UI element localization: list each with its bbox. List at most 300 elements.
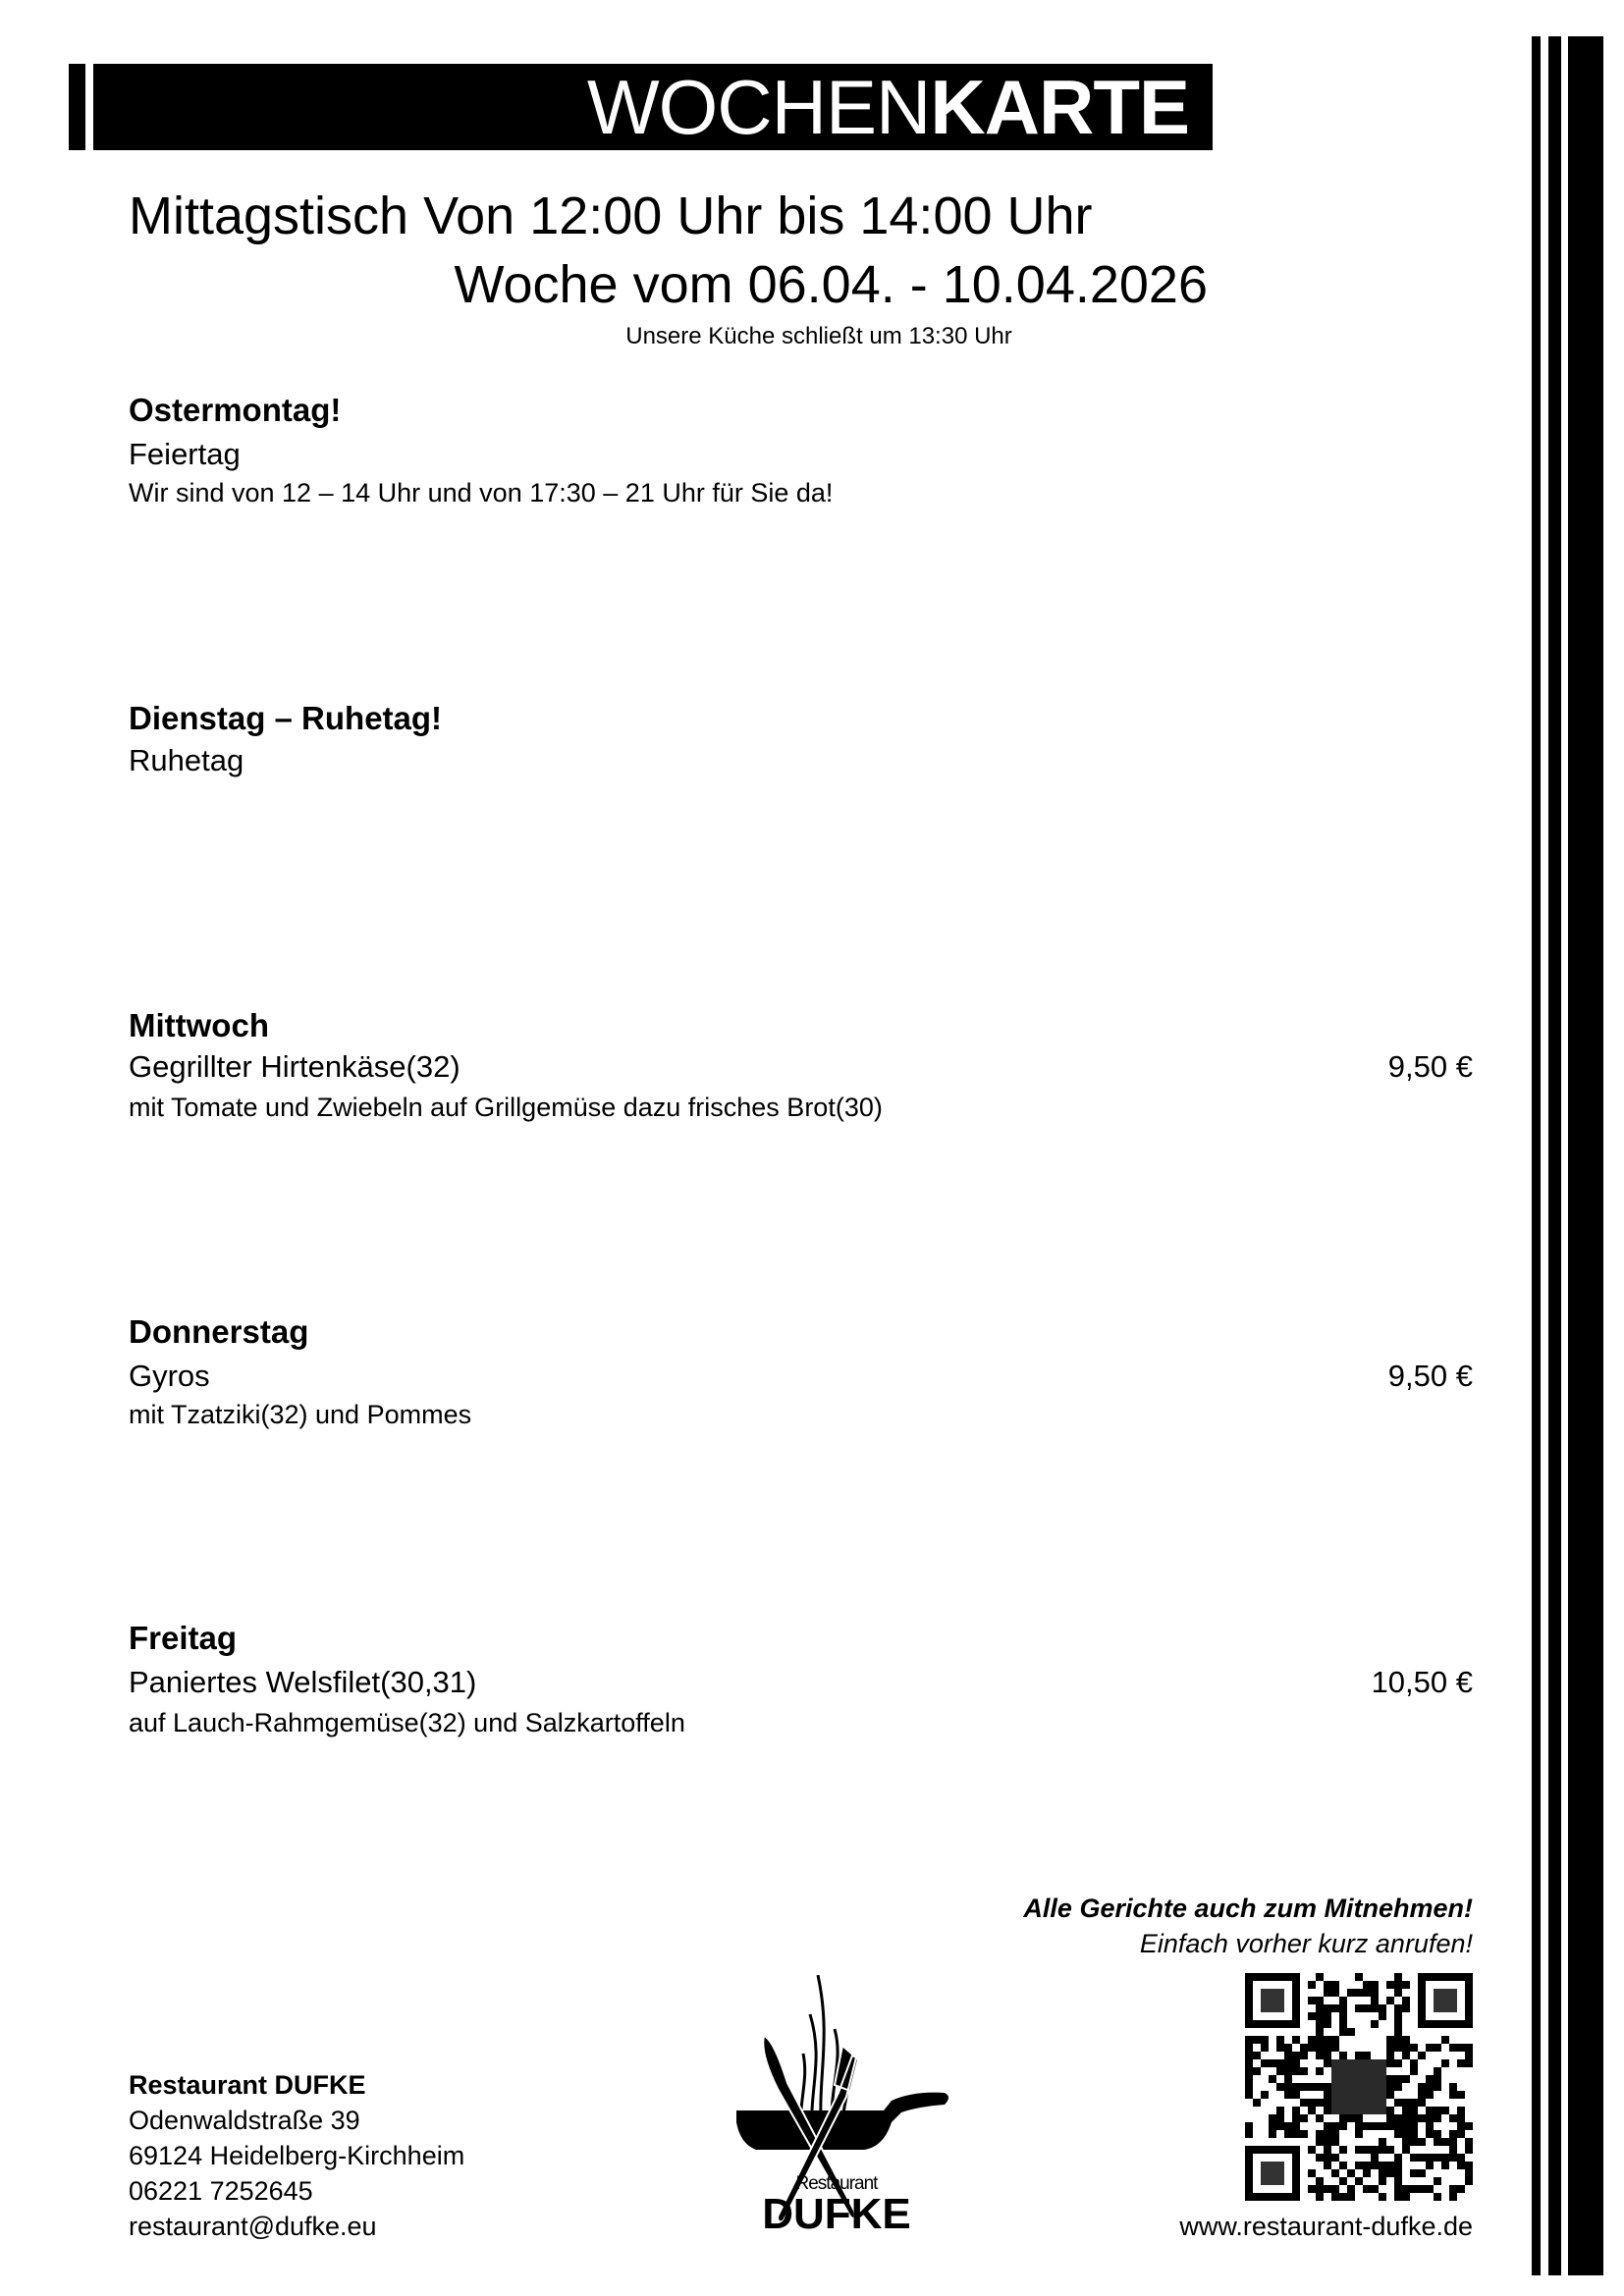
qr-module [1418, 2138, 1426, 2146]
qr-module [1426, 2162, 1434, 2169]
qr-module [1276, 2107, 1284, 2114]
right-stripe-1 [1532, 36, 1541, 2275]
qr-module [1308, 1981, 1316, 1989]
qr-module [1284, 2067, 1292, 2075]
qr-module [1331, 2036, 1339, 2044]
qr-module [1386, 2091, 1394, 2099]
qr-module [1402, 2075, 1410, 2083]
qr-module [1434, 2114, 1441, 2122]
qr-module [1434, 2044, 1441, 2052]
qr-module [1402, 2185, 1410, 2193]
qr-module [1434, 2138, 1441, 2146]
qr-module [1394, 2177, 1402, 2185]
qr-module [1245, 2122, 1253, 2130]
qr-module [1355, 2122, 1363, 2130]
qr-module [1300, 2083, 1308, 2091]
qr-module [1457, 2091, 1465, 2099]
qr-module [1300, 2130, 1308, 2138]
qr-module [1347, 2169, 1355, 2177]
qr-module [1269, 2130, 1276, 2138]
qr-module [1410, 2122, 1418, 2130]
qr-module [1261, 2044, 1269, 2052]
qr-module [1331, 2004, 1339, 2012]
qr-module [1284, 2130, 1292, 2138]
qr-module [1457, 2185, 1465, 2193]
qr-module [1394, 2028, 1402, 2036]
qr-module [1449, 2083, 1457, 2091]
contact-city: 69124 Heidelberg-Kirchheim [129, 2141, 465, 2170]
qr-module [1379, 2177, 1386, 2185]
qr-module [1410, 2067, 1418, 2075]
qr-module [1402, 2004, 1410, 2012]
qr-module [1434, 2130, 1441, 2138]
restaurant-logo [717, 1975, 957, 2235]
qr-module [1331, 2185, 1339, 2193]
qr-module [1292, 2122, 1300, 2130]
qr-module [1339, 2146, 1347, 2154]
dish-desc: auf Lauch-Rahmgemüse(32) und Salzkartoffeln [129, 1708, 685, 1737]
qr-module [1339, 2177, 1347, 2185]
qr-module [1245, 2059, 1253, 2067]
qr-module [1410, 2130, 1418, 2138]
qr-module [1324, 2004, 1331, 2012]
qr-module [1355, 2130, 1363, 2138]
qr-module [1300, 2052, 1308, 2059]
qr-module [1371, 2004, 1379, 2012]
qr-module [1316, 2028, 1324, 2036]
qr-module [1276, 2122, 1284, 2130]
qr-module [1276, 2059, 1284, 2067]
qr-module [1371, 1981, 1379, 1989]
logo-text-restaurant: Restaurant [795, 2173, 878, 2194]
qr-module [1339, 2028, 1347, 2036]
qr-module [1316, 2004, 1324, 2012]
dish-name: Paniertes Welsfilet(30,31) [129, 1665, 477, 1699]
qr-module [1379, 2122, 1386, 2130]
dish-desc: mit Tzatziki(32) und Pommes [129, 1400, 472, 1429]
qr-module [1363, 2185, 1371, 2193]
qr-module [1426, 2107, 1434, 2114]
qr-module [1434, 2177, 1441, 2185]
qr-module [1394, 2004, 1402, 2012]
qr-module [1418, 2154, 1426, 2162]
qr-module [1316, 1973, 1324, 1981]
qr-module [1449, 2193, 1457, 2201]
qr-finder-center [1261, 1989, 1284, 2012]
qr-module [1449, 2091, 1457, 2099]
qr-module [1269, 2114, 1276, 2122]
qr-module [1253, 2052, 1261, 2059]
qr-module [1245, 2067, 1253, 2075]
qr-module [1308, 2044, 1316, 2052]
qr-module [1379, 2012, 1386, 2020]
qr-module [1394, 2122, 1402, 2130]
qr-module [1402, 2036, 1410, 2044]
qr-module [1386, 2122, 1394, 2130]
qr-module [1457, 2122, 1465, 2130]
qr-module [1394, 2044, 1402, 2052]
qr-module [1394, 2059, 1402, 2067]
qr-module [1386, 2036, 1394, 2044]
qr-module [1276, 2114, 1284, 2122]
qr-module [1339, 2162, 1347, 2169]
qr-module [1394, 2130, 1402, 2138]
qr-module [1449, 2044, 1457, 2052]
qr-module [1269, 2059, 1276, 2067]
dish-name: Feiertag [129, 437, 241, 471]
qr-module [1441, 2154, 1449, 2162]
qr-module [1363, 1989, 1371, 1997]
qr-module [1292, 2114, 1300, 2122]
qr-module [1394, 2020, 1402, 2028]
qr-module [1284, 2052, 1292, 2059]
qr-module [1276, 2044, 1284, 2052]
qr-module [1324, 2044, 1331, 2052]
qr-module [1465, 2146, 1473, 2154]
qr-module [1292, 2091, 1300, 2099]
qr-module [1402, 2044, 1410, 2052]
qr-module [1394, 2099, 1402, 2107]
qr-module [1324, 2138, 1331, 2146]
qr-module [1339, 2052, 1347, 2059]
qr-module [1386, 2083, 1394, 2091]
qr-module [1355, 1973, 1363, 1981]
page-title [587, 64, 1189, 150]
qr-module [1269, 2075, 1276, 2083]
qr-module [1434, 2107, 1441, 2114]
qr-module [1402, 2130, 1410, 2138]
qr-module [1355, 2162, 1363, 2169]
qr-module [1457, 2107, 1465, 2114]
qr-module [1418, 2083, 1426, 2091]
qr-module [1402, 1997, 1410, 2004]
qr-module [1324, 1989, 1331, 1997]
qr-code[interactable] [1245, 1973, 1473, 2201]
right-stripe-2 [1548, 36, 1561, 2275]
qr-module [1331, 2138, 1339, 2146]
qr-module [1402, 2107, 1410, 2114]
qr-module [1394, 2083, 1402, 2091]
qr-module [1379, 2169, 1386, 2177]
qr-module [1324, 2020, 1331, 2028]
qr-module [1426, 2154, 1434, 2162]
lunch-hours: Mittagstisch Von 12:00 Uhr bis 14:00 Uhr [129, 187, 1093, 245]
dish-name: Gegrillter Hirtenkäse(32) [129, 1049, 460, 1084]
qr-module [1410, 2185, 1418, 2193]
qr-module [1316, 2130, 1324, 2138]
qr-module [1245, 2091, 1253, 2099]
qr-module [1347, 2114, 1355, 2122]
qr-module [1371, 2020, 1379, 2028]
qr-module [1426, 2091, 1434, 2099]
qr-module [1465, 2059, 1473, 2067]
qr-module [1292, 2067, 1300, 2075]
qr-module [1347, 2193, 1355, 2201]
qr-module [1426, 2122, 1434, 2130]
qr-module [1308, 1997, 1316, 2004]
qr-module [1316, 2012, 1324, 2020]
qr-module [1410, 2114, 1418, 2122]
qr-module [1308, 2169, 1316, 2177]
qr-module [1261, 2059, 1269, 2067]
qr-module [1269, 2122, 1276, 2130]
qr-module [1394, 2012, 1402, 2020]
logo-text-dufke: DUFKE [762, 2190, 911, 2235]
qr-module [1371, 2162, 1379, 2169]
qr-module [1316, 2067, 1324, 2075]
qr-module [1347, 2028, 1355, 2036]
qr-module [1363, 2122, 1371, 2130]
qr-module [1324, 2185, 1331, 2193]
qr-module [1347, 2185, 1355, 2193]
qr-module [1426, 2130, 1434, 2138]
title-bold: KARTE [930, 64, 1189, 150]
qr-module [1410, 2107, 1418, 2114]
day-heading: Mittwoch [129, 1007, 269, 1043]
qr-module [1284, 2044, 1292, 2052]
qr-module [1394, 2162, 1402, 2169]
qr-module [1324, 2130, 1331, 2138]
qr-module [1324, 2162, 1331, 2169]
qr-module [1402, 2114, 1410, 2122]
qr-module [1386, 2107, 1394, 2114]
qr-module [1316, 2177, 1324, 2185]
qr-module [1441, 2036, 1449, 2044]
qr-module [1426, 2075, 1434, 2083]
qr-module [1394, 2036, 1402, 2044]
header-banner [69, 64, 1213, 150]
qr-module [1245, 2036, 1253, 2044]
qr-module [1331, 2169, 1339, 2177]
qr-module [1394, 2185, 1402, 2193]
qr-module [1386, 1981, 1394, 1989]
qr-module [1324, 2107, 1331, 2114]
qr-module [1449, 2130, 1457, 2138]
qr-module [1316, 2099, 1324, 2107]
day-heading: Freitag [129, 1620, 238, 1656]
qr-module [1308, 2107, 1316, 2114]
week-range: Woche vom 06.04. - 10.04.2026 [454, 255, 1208, 314]
qr-module [1379, 2138, 1386, 2146]
dish-name: Gyros [129, 1359, 210, 1393]
qr-module [1434, 2154, 1441, 2162]
qr-module [1324, 2146, 1331, 2154]
qr-module [1316, 1997, 1324, 2004]
qr-module [1308, 2036, 1316, 2044]
qr-module [1449, 2185, 1457, 2193]
qr-module [1394, 1981, 1402, 1989]
qr-module [1465, 2052, 1473, 2059]
qr-module [1363, 2169, 1371, 2177]
qr-module [1402, 2138, 1410, 2146]
qr-module [1331, 2154, 1339, 2162]
qr-module [1371, 2146, 1379, 2154]
contact-phone: 06221 7252645 [129, 2176, 313, 2206]
qr-logo-badge [1331, 2059, 1386, 2114]
header-stripe [85, 64, 93, 150]
qr-module [1253, 2036, 1261, 2044]
qr-module [1386, 2075, 1394, 2083]
qr-module [1465, 2169, 1473, 2177]
qr-module [1300, 2099, 1308, 2107]
qr-module [1402, 2146, 1410, 2154]
qr-module [1331, 1981, 1339, 1989]
qr-module [1324, 2052, 1331, 2059]
qr-module [1292, 2059, 1300, 2067]
qr-module [1434, 2075, 1441, 2083]
qr-module [1253, 2099, 1261, 2107]
qr-module [1371, 2185, 1379, 2193]
qr-module [1308, 2012, 1316, 2020]
qr-module [1276, 2036, 1284, 2044]
qr-module [1284, 2122, 1292, 2130]
qr-module [1386, 2169, 1394, 2177]
qr-module [1418, 2114, 1426, 2122]
qr-module [1418, 2169, 1426, 2177]
qr-module [1300, 2114, 1308, 2122]
qr-module [1386, 2114, 1394, 2122]
qr-module [1308, 2185, 1316, 2193]
qr-module [1371, 2154, 1379, 2162]
qr-module [1324, 2059, 1331, 2067]
qr-module [1386, 2146, 1394, 2154]
qr-module [1441, 2059, 1449, 2067]
qr-module [1355, 1989, 1363, 1997]
qr-module [1284, 2091, 1292, 2099]
qr-module [1441, 2162, 1449, 2169]
qr-module [1465, 2177, 1473, 2185]
qr-module [1386, 2059, 1394, 2067]
qr-module [1441, 2107, 1449, 2114]
qr-module [1324, 2036, 1331, 2044]
qr-module [1363, 2146, 1371, 2154]
qr-module [1292, 2130, 1300, 2138]
qr-module [1261, 2091, 1269, 2099]
qr-module [1410, 2169, 1418, 2177]
qr-module [1394, 2154, 1402, 2162]
qr-module [1402, 2122, 1410, 2130]
dish-name: Ruhetag [129, 743, 244, 777]
qr-module [1426, 2185, 1434, 2193]
qr-module [1339, 2193, 1347, 2201]
title-light: WOCHEN [587, 64, 931, 150]
qr-module [1363, 1981, 1371, 1989]
qr-module [1434, 2067, 1441, 2075]
qr-finder-center [1434, 1989, 1457, 2012]
qr-module [1253, 2067, 1261, 2075]
qr-module [1363, 2004, 1371, 2012]
qr-finder-center [1261, 2162, 1284, 2185]
qr-module [1355, 2177, 1363, 2185]
qr-module [1449, 2114, 1457, 2122]
qr-module [1402, 2099, 1410, 2107]
qr-module [1292, 2107, 1300, 2114]
qr-module [1316, 2052, 1324, 2059]
qr-module [1457, 2059, 1465, 2067]
takeaway-line2: Einfach vorher kurz anrufen! [1139, 1929, 1473, 1958]
qr-module [1316, 2020, 1324, 2028]
qr-module [1379, 2146, 1386, 2154]
qr-module [1245, 2052, 1253, 2059]
day-heading: Dienstag – Ruhetag! [129, 700, 443, 736]
qr-module [1465, 2044, 1473, 2052]
qr-module [1316, 2083, 1324, 2091]
qr-module [1465, 2138, 1473, 2146]
qr-module [1418, 2099, 1426, 2107]
qr-module [1308, 2099, 1316, 2107]
qr-module [1449, 2154, 1457, 2162]
qr-module [1300, 2044, 1308, 2052]
qr-module [1316, 2036, 1324, 2044]
qr-module [1261, 2036, 1269, 2044]
qr-module [1355, 2052, 1363, 2059]
qr-module [1316, 2138, 1324, 2146]
website-link[interactable]: www.restaurant-dufke.de [1179, 2212, 1473, 2241]
qr-module [1394, 2114, 1402, 2122]
qr-module [1245, 2044, 1253, 2052]
qr-module [1410, 2154, 1418, 2162]
qr-module [1276, 2067, 1284, 2075]
qr-module [1316, 2154, 1324, 2162]
qr-module [1300, 2067, 1308, 2075]
qr-module [1316, 2185, 1324, 2193]
takeaway-line1: Alle Gerichte auch zum Mitnehmen! [1023, 1894, 1473, 1923]
right-stripe-3 [1568, 36, 1603, 2275]
qr-module [1245, 2130, 1253, 2138]
qr-module [1324, 2012, 1331, 2020]
qr-module [1434, 2193, 1441, 2201]
qr-module [1394, 1989, 1402, 1997]
qr-module [1457, 2130, 1465, 2138]
qr-module [1402, 1981, 1410, 1989]
qr-module [1331, 2044, 1339, 2052]
contact-email[interactable]: restaurant@dufke.eu [129, 2212, 377, 2241]
day-heading: Ostermontag! [129, 392, 342, 428]
qr-module [1331, 2130, 1339, 2138]
qr-module [1386, 1997, 1394, 2004]
qr-module [1379, 2162, 1386, 2169]
qr-module [1324, 2099, 1331, 2107]
qr-module [1418, 2091, 1426, 2099]
qr-module [1371, 2122, 1379, 2130]
dish-desc: Wir sind von 12 – 14 Uhr und von 17:30 – 21 Uhr für Sie da! [129, 478, 834, 507]
qr-module [1386, 2162, 1394, 2169]
qr-module [1284, 2075, 1292, 2083]
qr-module [1339, 2004, 1347, 2012]
qr-module [1394, 2193, 1402, 2201]
qr-module [1457, 2114, 1465, 2122]
qr-module [1410, 2059, 1418, 2067]
qr-module [1457, 2162, 1465, 2169]
qr-module [1316, 2044, 1324, 2052]
qr-module [1316, 2114, 1324, 2122]
qr-module [1426, 2083, 1434, 2091]
qr-module [1434, 2083, 1441, 2091]
dish-price: 9,50 € [1387, 1049, 1473, 1084]
qr-module [1292, 2036, 1300, 2044]
qr-module [1339, 2020, 1347, 2028]
qr-module [1284, 2059, 1292, 2067]
qr-module [1308, 2146, 1316, 2154]
qr-module [1355, 2146, 1363, 2154]
qr-module [1316, 2193, 1324, 2201]
qr-module [1276, 2083, 1284, 2091]
qr-module [1363, 2162, 1371, 2169]
qr-module [1363, 2052, 1371, 2059]
qr-module [1402, 2193, 1410, 2201]
qr-module [1394, 2075, 1402, 2083]
qr-module [1339, 2012, 1347, 2020]
